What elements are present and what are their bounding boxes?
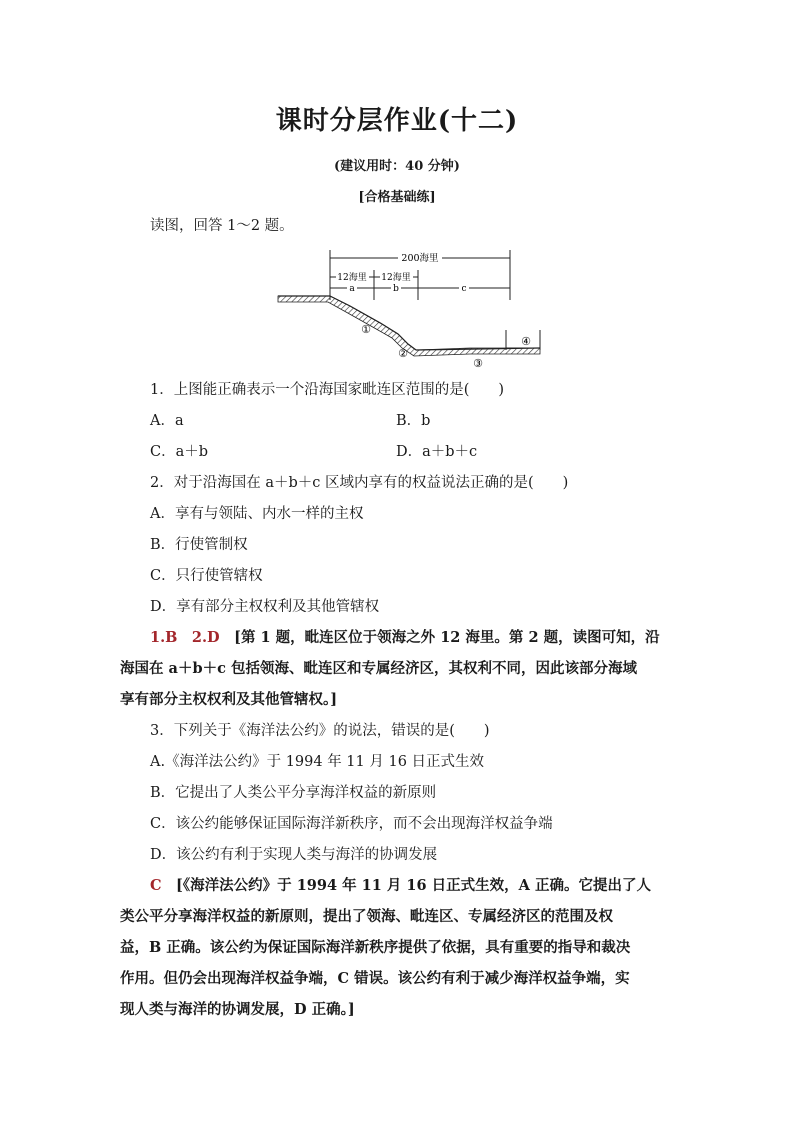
answer-3-line4: 作用。但仍会出现海洋权益争端，C 错误。该公约有利于减少海洋权益争端，实: [120, 970, 630, 987]
q1-option-c: C．a＋b: [150, 444, 209, 460]
marker-1: ①: [361, 323, 371, 336]
answer-3-line5: 现人类与海洋的协调发展，D 正确。]: [120, 1001, 355, 1018]
answer-12-line3: 享有部分主权权利及其他管辖权。]: [120, 691, 338, 708]
sea-zone-diagram: [270, 244, 560, 370]
q2-option-b: B．行使管制权: [150, 537, 248, 553]
answer-12-line1: 1.B 2.D [第 1 题，毗连区位于领海之外 12 海里。第 2 题，读图可知，沿: [150, 629, 660, 646]
q2-option-c: C．只行使管辖权: [150, 568, 263, 584]
q3-option-d: D．该公约有利于实现人类与海洋的协调发展: [150, 847, 438, 863]
q3-option-b: B．它提出了人类公平分享海洋权益的新原则: [150, 785, 437, 801]
q3-stem: 3．下列关于《海洋法公约》的说法，错误的是( ): [150, 723, 490, 739]
answer-12-line2: 海国在 a＋b＋c 包括领海、毗连区和专属经济区，其权利不同，因此该部分海域: [120, 660, 637, 677]
q2-option-a: A．享有与领陆、内水一样的主权: [150, 506, 364, 522]
q2-stem: 2．对于沿海国在 a＋b＋c 区域内享有的权益说法正确的是( ): [150, 475, 569, 491]
marker-3: ③: [473, 357, 483, 370]
q1-option-b: B．b: [396, 413, 431, 429]
q1-option-d: D．a＋b＋c: [396, 444, 478, 460]
marker-2: ②: [398, 347, 408, 360]
q1-stem: 1．上图能正确表示一个沿海国家毗连区范围的是( ): [150, 382, 505, 398]
suggested-time: (建议用时：40 分钟): [334, 159, 460, 174]
answer-3-line1: C [《海洋法公约》于 1994 年 11 月 16 日正式生效，A 正确。它提出了人: [150, 877, 651, 894]
seg-a-label: a: [349, 284, 355, 294]
seabed-profile: [278, 296, 540, 356]
q3-option-a: A.《海洋法公约》于 1994 年 11 月 16 日正式生效: [150, 754, 485, 770]
seg-c-label: c: [461, 284, 467, 294]
q2-option-d: D．享有部分主权权利及其他管辖权: [150, 599, 380, 615]
answer-3-key: C: [150, 877, 162, 894]
marker-4: ④: [521, 335, 531, 348]
answer-12-key: 1.B 2.D: [150, 629, 220, 646]
dim-12-label-2: 12海里: [381, 273, 411, 283]
section-heading: [合格基础练]: [358, 190, 436, 205]
q1-option-a: A．a: [150, 413, 184, 429]
answer-3-line3: 益，B 正确。该公约为保证国际海洋新秩序提供了依据，具有重要的指导和裁决: [120, 939, 631, 956]
page-title: 课时分层作业(十二): [275, 106, 519, 136]
q3-option-c: C．该公约能够保证国际海洋新秩序，而不会出现海洋权益争端: [150, 816, 553, 832]
seg-b-label: b: [393, 284, 399, 294]
answer-3-line2: 类公平分享海洋权益的新原则，提出了领海、毗连区、专属经济区的范围及权: [120, 908, 613, 925]
dim-200-label: 200海里: [401, 253, 439, 264]
dim-12-label-1: 12海里: [337, 273, 367, 283]
intro-text: 读图，回答 1～2 题。: [150, 218, 294, 234]
